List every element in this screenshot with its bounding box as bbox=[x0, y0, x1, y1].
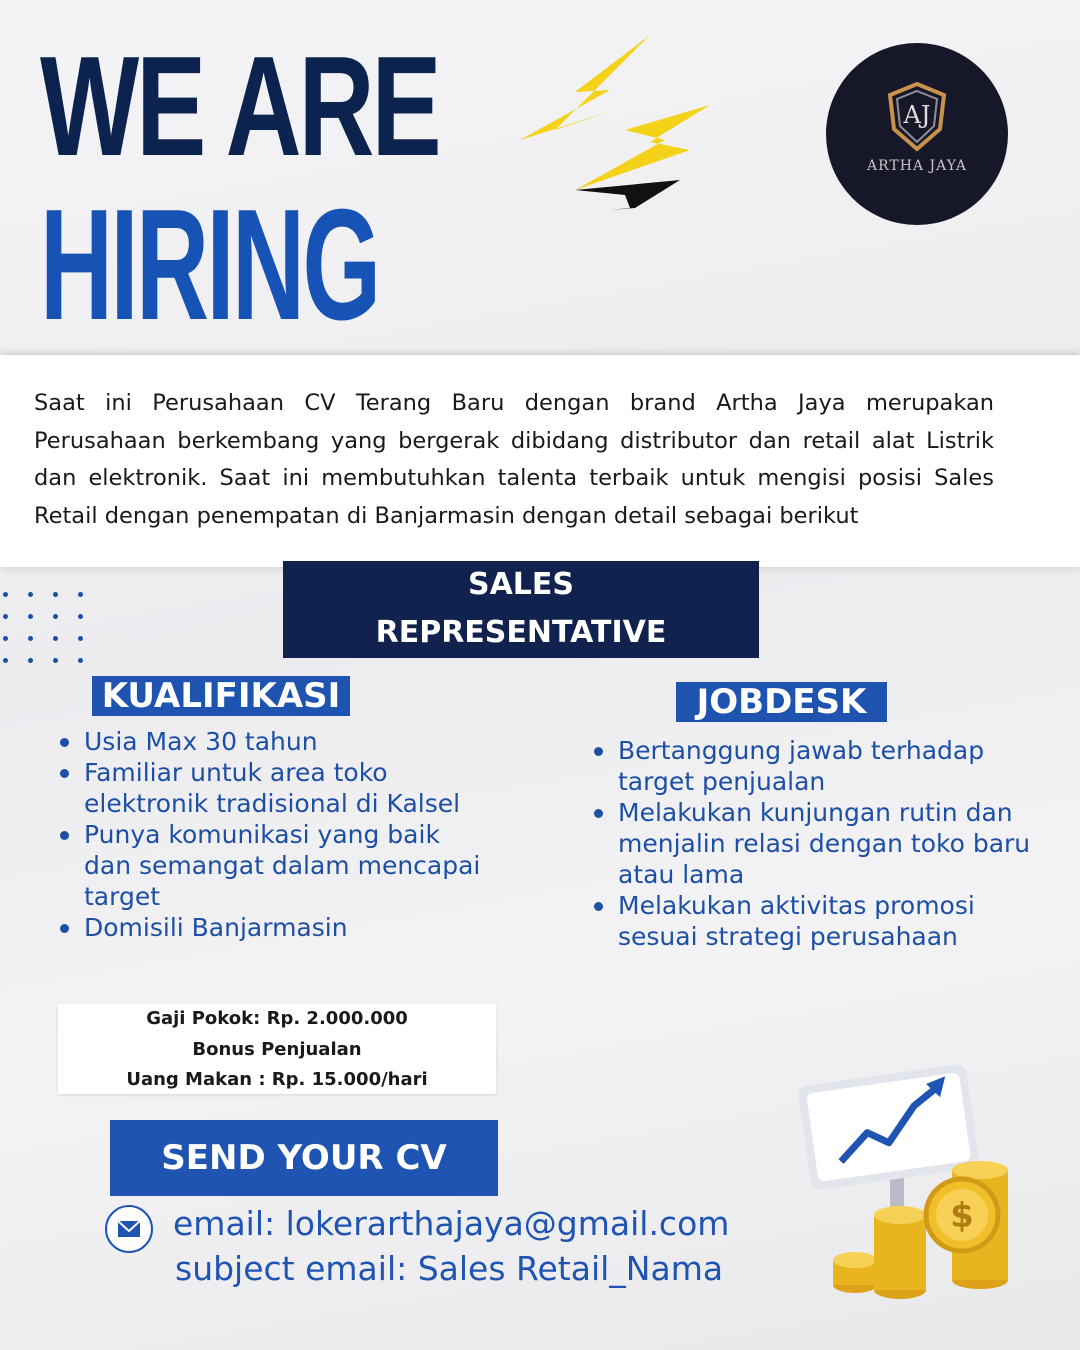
jobdesk-heading: JOBDESK bbox=[676, 682, 887, 722]
lightning-bolt-yellow-1 bbox=[520, 35, 650, 140]
kualifikasi-list bbox=[57, 726, 487, 943]
salary-base: Gaji Pokok: Rp. 2.000.000 bbox=[146, 1008, 408, 1029]
company-logo bbox=[826, 43, 1008, 225]
email-icon bbox=[105, 1205, 153, 1253]
intro-text: Saat ini Perusahaan CV Terang Baru dengan brand Artha Jaya merupakan Perusahaan berkembang yang bergerak dibidang distributor dan retail alat Listrik dan elektronik. Saat ini membutuhkan talenta terbaik untuk mengisi posisi Sales Retail dengan penempatan di Banjarmasin dengan detail sebagai berikut bbox=[34, 390, 994, 529]
contact-subject: subject email: Sales Retail_Nama bbox=[175, 1249, 724, 1288]
position-title-box bbox=[283, 561, 759, 658]
salary-meal: Uang Makan : Rp. 15.000/hari bbox=[126, 1069, 428, 1090]
send-cv-button[interactable]: SEND YOUR CV bbox=[110, 1120, 498, 1196]
lightning-bolt-icon bbox=[515, 30, 715, 220]
salary-info bbox=[58, 1004, 496, 1094]
position-line-2: REPRESENTATIVE bbox=[375, 615, 667, 650]
growth-chart-icon bbox=[790, 1055, 1040, 1305]
list-item: Familiar untuk area toko elektronik tradisional di Kalsel bbox=[57, 757, 487, 819]
list-item: Bertanggung jawab terhadap target penjualan bbox=[591, 735, 1041, 797]
position-line-1: SALES bbox=[467, 567, 575, 602]
list-item: Usia Max 30 tahun bbox=[57, 726, 487, 757]
list-item: Melakukan kunjungan rutin dan menjalin relasi dengan toko baru atau lama bbox=[591, 797, 1041, 890]
contact-email[interactable]: email: lokerarthajaya@gmail.com bbox=[173, 1204, 730, 1243]
svg-text:$: $ bbox=[950, 1196, 974, 1236]
list-item: Domisili Banjarmasin bbox=[57, 912, 487, 943]
headline-we-are: WE ARE bbox=[40, 27, 439, 186]
kualifikasi-heading: KUALIFIKASI bbox=[92, 676, 350, 716]
list-item: Melakukan aktivitas promosi sesuai strategi perusahaan bbox=[591, 890, 1041, 952]
lightning-bolt-yellow-2 bbox=[575, 105, 710, 190]
list-item: Punya komunikasi yang baik dan semangat dalam mencapai target bbox=[57, 819, 487, 912]
logo-name: ARTHA JAYA bbox=[867, 158, 967, 174]
jobdesk-list bbox=[591, 735, 1041, 952]
headline-hiring: HIRING bbox=[40, 177, 379, 353]
salary-bonus: Bonus Penjualan bbox=[192, 1039, 362, 1060]
logo-monogram: AJ bbox=[903, 101, 931, 129]
